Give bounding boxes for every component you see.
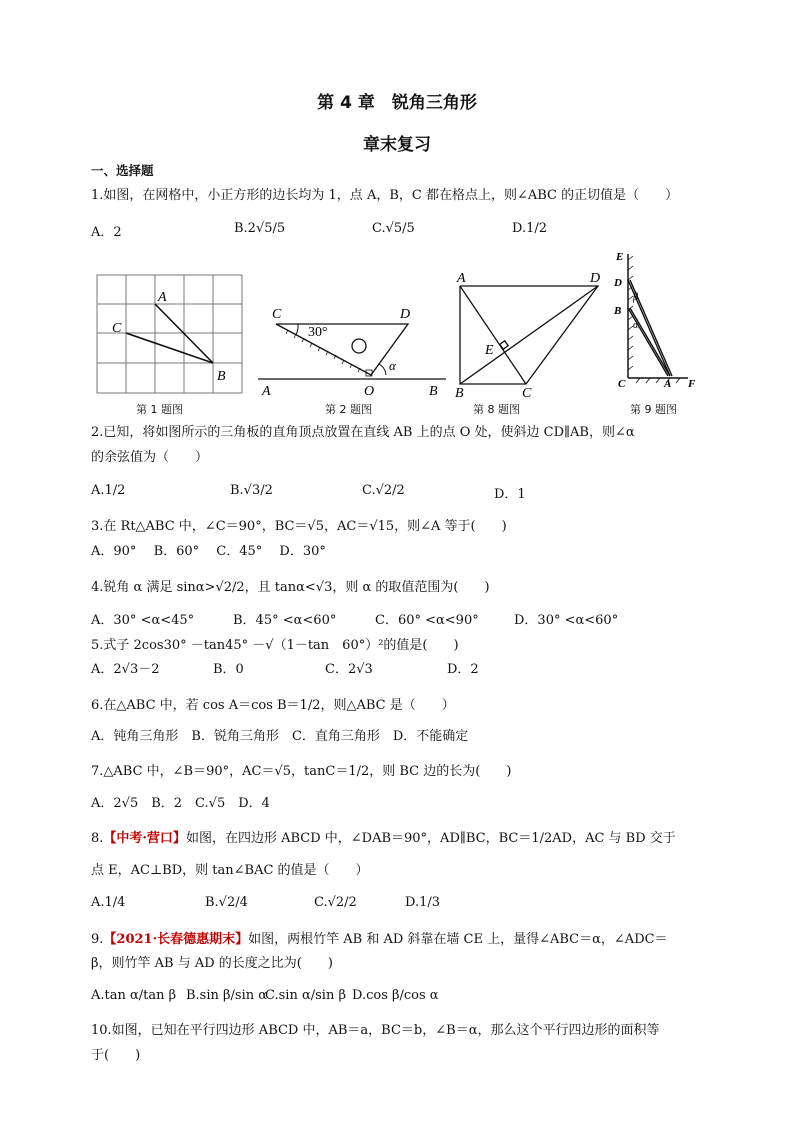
q5-stem: 5.式子 2cos30° －tan45° －√（1－tan 60°）²的值是( ) [91, 638, 459, 653]
q2-option-c: C.√2/2 [362, 483, 405, 498]
q4-option-d: D．30° <α<60° [514, 613, 619, 628]
q9-option-c: C.sin α/sin β [265, 988, 346, 1003]
figure-1-grid [92, 270, 247, 398]
fig8-label-c: C [522, 386, 532, 398]
fig2-label-d: D [400, 307, 411, 322]
fig9-angle-beta: β [633, 292, 638, 303]
q7-options: A．2√5 B．2 C.√5 D．4 [91, 796, 270, 811]
q6-options: A．钝角三角形 B．锐角三角形 C．直角三角形 D．不能确定 [91, 729, 469, 744]
q1-option-b: B.2√5/5 [234, 221, 286, 236]
q1-option-c: C.√5/5 [372, 221, 415, 236]
q5-option-c: C．2√3 [325, 662, 373, 677]
fig2-angle-alpha: α [389, 358, 396, 373]
fig9-label-e: E [616, 251, 624, 263]
fig2-label-b: B [429, 384, 438, 398]
fig2-label-c: C [272, 307, 282, 322]
fig8-label-a: A [457, 271, 466, 286]
q4-option-a: A．30° <α<45° [91, 613, 195, 628]
caption-fig8: 第 8 题图 [473, 403, 520, 416]
q2-option-d: D．1 [494, 487, 526, 502]
q10-stem-line2: 于( ) [91, 1048, 141, 1063]
q9-option-a: A.tan α/tan β [91, 988, 177, 1003]
q8-source-tag: 【中考·营口】 [103, 831, 186, 846]
q9-stem-text: 如图，两根竹竿 AB 和 AD 斜靠在墙 CE 上，量得∠ABC＝α，∠ADC＝ [248, 932, 668, 947]
q2-stem-line1: 2.已知，将如图所示的三角板的直角顶点放置在直线 AB 上的点 O 处，使斜边 CD∥AB，则∠α [91, 425, 635, 440]
page-title: 第 4 章 锐角三角形 [317, 93, 477, 113]
q8-option-c: C.√2/2 [314, 895, 357, 910]
fig1-label-a: A [158, 290, 167, 305]
q6-stem: 6.在△ABC 中，若 cos A＝cos B＝1/2，则△ABC 是（ ） [91, 698, 455, 713]
q10-stem-line1: 10.如图，已知在平行四边形 ABCD 中，AB＝a，BC＝b，∠B＝α，那么这个平行四边形的面积等 [91, 1023, 660, 1038]
caption-fig9: 第 9 题图 [630, 403, 677, 416]
q4-stem: 4.锐角 α 满足 sinα>√2/2，且 tanα<√3，则 α 的取值范围为( ) [91, 580, 490, 595]
q2-stem-line2: 的余弦值为（ ） [91, 450, 209, 465]
fig8-label-e: E [485, 343, 494, 358]
q1-option-a: A．2 [91, 225, 122, 240]
figure-9-poles [610, 250, 700, 398]
q4-option-b: B．45° <α<60° [233, 613, 337, 628]
figure-8-quadrilateral [452, 270, 607, 398]
q9-stem-line2: β，则竹竿 AB 与 AD 的长度之比为( ) [91, 956, 333, 971]
caption-fig1: 第 1 题图 [136, 403, 183, 416]
section-heading: 一、选择题 [91, 163, 154, 178]
fig9-label-a: A [664, 378, 672, 390]
q8-option-d: D.1/3 [405, 895, 441, 910]
q4-option-c: C．60° <α<90° [375, 613, 479, 628]
fig1-label-b: B [217, 369, 226, 384]
caption-fig2: 第 2 题图 [325, 403, 372, 416]
page-subtitle: 章末复习 [363, 135, 431, 155]
q8-option-a: A.1/4 [91, 895, 126, 910]
q8-stem-text: 如图，在四边形 ABCD 中，∠DAB＝90°，AD∥BC，BC＝1/2AD，AC 与 BD 交于 [185, 831, 676, 846]
q5-option-a: A．2√3－2 [91, 662, 160, 677]
q5-option-b: B．0 [213, 662, 244, 677]
q5-option-d: D．2 [447, 662, 479, 677]
fig1-label-c: C [112, 321, 122, 336]
fig8-label-b: B [455, 386, 464, 398]
fig2-label-a: A [262, 384, 271, 398]
q1-stem: 1.如图，在网格中，小正方形的边长均为 1，点 A，B，C 都在格点上，则∠ABC 的正切值是（ ） [91, 188, 679, 203]
fig9-label-d: D [614, 277, 622, 289]
q9-option-b: B.sin β/sin α [186, 988, 268, 1003]
q2-option-b: B.√3/2 [230, 483, 273, 498]
fig2-angle-30: 30° [308, 325, 328, 340]
q3-options: A．90° B．60° C．45° D．30° [91, 544, 326, 559]
q9-stem-line1: 9.【2021·长春德惠期末】如图，两根竹竿 AB 和 AD 斜靠在墙 CE 上，量得∠ABC＝α，∠ADC＝ [91, 932, 668, 947]
q7-stem: 7.△ABC 中，∠B＝90°，AC＝√5，tanC＝1/2，则 BC 边的长为( ) [91, 764, 512, 779]
q8-option-b: B.√2/4 [205, 895, 248, 910]
fig9-label-f: F [688, 378, 696, 390]
q9-option-d: D.cos β/cos α [352, 988, 439, 1003]
q8-stem-line1: 8.【中考·营口】如图，在四边形 ABCD 中，∠DAB＝90°，AD∥BC，BC＝1/2AD，AC 与 BD 交于 [91, 831, 676, 846]
q2-option-a: A.1/2 [91, 483, 126, 498]
q9-source-tag: 【2021·长春德惠期末】 [103, 932, 249, 947]
q1-option-d: D.1/2 [512, 221, 548, 236]
fig8-label-d: D [590, 271, 601, 286]
fig2-label-o: O [364, 384, 375, 398]
fig9-label-c: C [618, 378, 626, 390]
q8-stem-line2: 点 E，AC⊥BD，则 tan∠BAC 的值是（ ） [91, 863, 369, 878]
fig9-angle-alpha: α [633, 320, 639, 331]
figure-2-set-square [258, 300, 448, 398]
fig9-label-b: B [614, 305, 622, 317]
q3-stem: 3.在 Rt△ABC 中，∠C＝90°，BC＝√5，AC＝√15，则∠A 等于( ) [91, 519, 507, 534]
